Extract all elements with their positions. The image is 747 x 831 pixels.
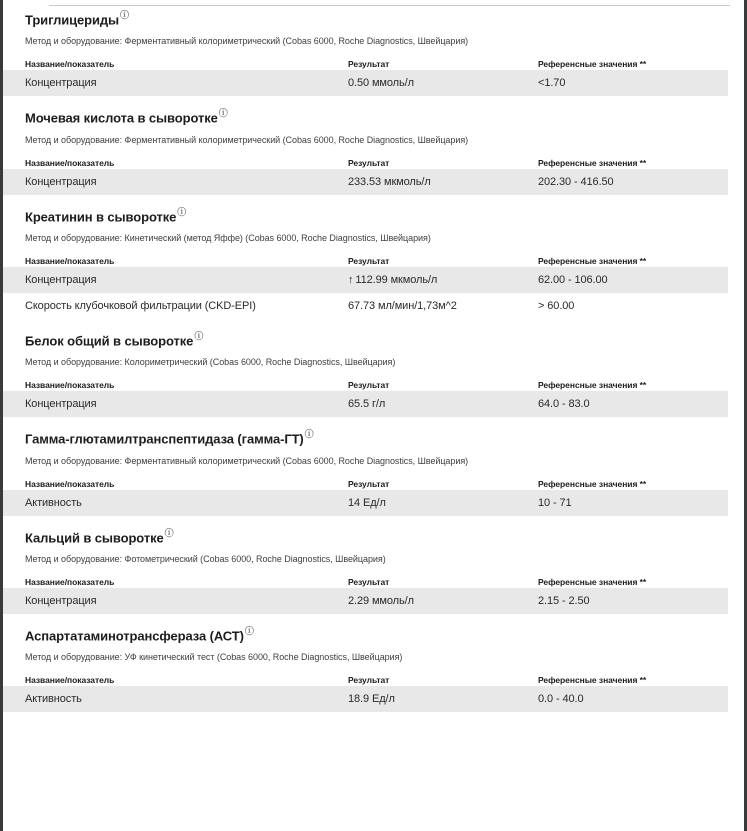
cell-reference-range: <1.70 (538, 77, 566, 90)
column-header-name: Название/показатель (25, 576, 115, 587)
table-row (3, 588, 728, 614)
cell-indicator-name: Концентрация (25, 77, 97, 90)
help-icon[interactable]: ⓘ (120, 10, 129, 20)
column-header-result: Результат (348, 59, 390, 70)
results-table (3, 55, 728, 96)
cell-reference-range: 2.15 - 2.50 (538, 594, 590, 607)
column-header-reference: Референсные значения ** (538, 255, 647, 266)
help-icon[interactable]: ⓘ (244, 625, 254, 636)
results-table (3, 154, 728, 195)
analyte-method: Метод и оборудование: Фотометрический (Cobas 6000, Roche Diagnostics, Швейцария) (25, 553, 386, 564)
table-header-row (3, 475, 728, 490)
analyte-method: Метод и оборудование: УФ кинетический тест (Cobas 6000, Roche Diagnostics, Швейцария) (25, 652, 403, 663)
table-row (3, 490, 728, 516)
analyte-method: Метод и оборудование: Кинетический (метод Яффе) (Cobas 6000, Roche Diagnostics, Швейцария) (25, 232, 431, 243)
analyte-title-text: Мочевая кислота в сыворотке (25, 110, 218, 126)
analyte-method: Метод и оборудование: Колориметрический (Cobas 6000, Roche Diagnostics, Швейцария) (25, 357, 396, 368)
table-row (3, 70, 728, 96)
cell-indicator-name: Скорость клубочковой фильтрации (CKD-EPI) (25, 299, 256, 312)
table-row (3, 267, 728, 293)
cell-result-value: 0.50 ммоль/л (348, 77, 414, 90)
column-header-result: Результат (348, 675, 390, 686)
analyte-panel (3, 625, 744, 712)
cell-indicator-name: Концентрация (25, 175, 97, 188)
column-header-reference: Референсные значения ** (538, 478, 647, 489)
analyte-method: Метод и оборудование: Ферментативный колориметрический (Cobas 6000, Roche Diagnostics, Швейцария) (25, 134, 469, 145)
cell-result-text: 112.99 мкмоль/л (355, 273, 438, 286)
column-header-result: Результат (348, 576, 390, 587)
cell-reference-range: 64.0 - 83.0 (538, 398, 590, 411)
help-icon[interactable]: ⓘ (164, 527, 174, 538)
table-row (3, 293, 728, 319)
cell-result-value: 18.9 Ед/л (348, 693, 395, 706)
analyte-title-text: Креатинин в сыворотке (25, 208, 177, 224)
results-table (3, 573, 728, 614)
table-row (3, 391, 728, 417)
column-header-result: Результат (348, 380, 390, 391)
table-header-row (3, 154, 728, 169)
results-table (3, 376, 728, 417)
table-row (3, 686, 728, 712)
cell-indicator-name: Концентрация (25, 594, 97, 607)
results-table (3, 671, 728, 712)
column-header-reference: Референсные значения ** (538, 157, 647, 168)
analyte-title-text: Кальций в сыворотке (25, 529, 164, 545)
analyte-method: Метод и оборудование: Ферментативный колориметрический (Cobas 6000, Roche Diagnostics, Швейцария) (25, 455, 469, 466)
column-header-result: Результат (348, 157, 390, 168)
column-header-result: Результат (348, 478, 390, 489)
cell-reference-range: > 60.00 (538, 299, 575, 312)
cell-reference-range: 0.0 - 40.0 (538, 693, 584, 706)
column-header-reference: Референсные значения ** (538, 576, 647, 587)
help-icon[interactable]: ⓘ (194, 330, 204, 341)
cell-result-value: 67.73 мл/мин/1,73м^2 (348, 299, 457, 312)
cell-reference-range: 202.30 - 416.50 (538, 175, 614, 188)
analyte-panel (3, 110, 744, 194)
lab-results-list (3, 0, 744, 726)
table-header-row (3, 252, 728, 267)
column-header-reference: Референсные значения ** (538, 380, 647, 391)
analyte-method: Метод и оборудование: Ферментативный колориметрический (Cobas 6000, Roche Diagnostics, Швейцария) (25, 36, 469, 47)
column-header-name: Название/показатель (25, 380, 115, 391)
analyte-title (25, 110, 744, 126)
analyte-title (25, 527, 744, 546)
table-header-row (3, 671, 728, 686)
analyte-title (25, 431, 744, 447)
cell-reference-range: 10 - 71 (538, 496, 572, 509)
help-icon[interactable]: ⓘ (304, 429, 314, 440)
help-icon[interactable]: ⓘ (177, 206, 187, 217)
cell-result-value: 65.5 г/л (348, 398, 386, 411)
column-header-name: Название/показатель (25, 59, 115, 70)
table-header-row (3, 573, 728, 588)
analyte-panel (3, 431, 744, 515)
analyte-title-text: Триглицериды (25, 12, 120, 28)
analyte-title (25, 625, 744, 644)
analyte-panel (3, 206, 744, 319)
analyte-title (25, 206, 744, 225)
cell-indicator-name: Концентрация (25, 398, 97, 411)
analyte-title (25, 12, 744, 28)
column-header-reference: Референсные значения ** (538, 675, 647, 686)
column-header-name: Название/показатель (25, 675, 115, 686)
results-table (3, 252, 728, 319)
results-table (3, 475, 728, 516)
column-header-name: Название/показатель (25, 255, 115, 266)
table-row (3, 169, 728, 195)
cell-indicator-name: Активность (25, 496, 82, 509)
analyte-title-text: Белок общий в сыворотке (25, 333, 194, 349)
table-header-row (3, 376, 728, 391)
cell-reference-range: 62.00 - 106.00 (538, 273, 608, 286)
analyte-panel (3, 330, 744, 417)
cell-indicator-name: Активность (25, 693, 82, 706)
cell-result-value: 14 Ед/л (348, 496, 386, 509)
column-header-result: Результат (348, 255, 390, 266)
analyte-title (25, 330, 744, 349)
analyte-panel (3, 12, 744, 96)
table-header-row (3, 55, 728, 70)
column-header-name: Название/показатель (25, 157, 115, 168)
column-header-name: Название/показатель (25, 478, 115, 489)
cell-result-value: 2.29 ммоль/л (348, 594, 414, 607)
cell-result-value: 233.53 мкмоль/л (348, 175, 431, 188)
arrow-up-icon: ↑ (348, 273, 354, 286)
help-icon[interactable]: ⓘ (218, 108, 228, 119)
analyte-title-text: Гамма-глютамилтранспептидаза (гамма-ГТ) (25, 431, 304, 447)
column-header-reference: Референсные значения ** (538, 59, 647, 70)
analyte-title-text: Аспартатаминотрансфераза (АСТ) (25, 628, 244, 644)
cell-result-value (348, 273, 538, 287)
analyte-panel (3, 527, 744, 614)
cell-indicator-name: Концентрация (25, 273, 97, 286)
